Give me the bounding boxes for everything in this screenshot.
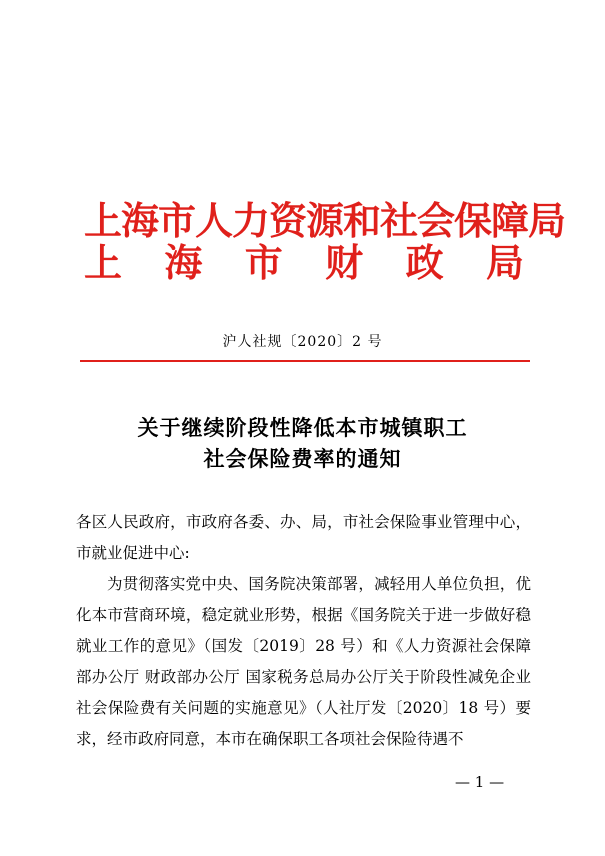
issuer-line-2-char: 海 [164,240,203,285]
body-paragraph: 为贯彻落实党中央、国务院决策部署，减轻用人单位负担，优化本市营商环境，稳定就业形势，根据《国务院关于进一步做好稳就业工作的意见》（国发〔2019〕28 号）和《人力资源社会保障部办公厅 财政部办公厅 国家税务总局办公厅关于阶段性减免企业社会保险费有关问题的实施意见》（人社厅发〔2020〕18 号）要求，经市政府同意，本市在确保职工各项社会保险待遇不 [76,575,531,748]
title-line-1: 关于继续阶段性降低本市城镇职工 [137,415,468,440]
title-line-2: 社会保险费率的通知 [203,446,402,471]
red-divider-line [80,360,530,362]
issuer-line-2-char: 上 [84,240,123,285]
issuer-header [84,198,566,285]
issuer-line-1: 上海市人力资源和社会保障局 [84,198,566,243]
issuer-line-2-char: 财 [325,240,364,285]
document-number: 沪人社规〔2020〕2 号 [222,334,383,350]
issuer-line-2-char: 政 [405,240,444,285]
document-title [0,412,605,474]
issuer-line-2-char: 市 [244,240,283,285]
issuer-line-2-char: 局 [485,240,524,285]
addressees: 各区人民政府，市政府各委、办、局，市社会保险事业管理中心，市就业促进中心: [76,513,531,562]
page-number: — 1 — [455,773,505,791]
issuer-line-2 [84,242,524,284]
document-body [76,507,531,755]
